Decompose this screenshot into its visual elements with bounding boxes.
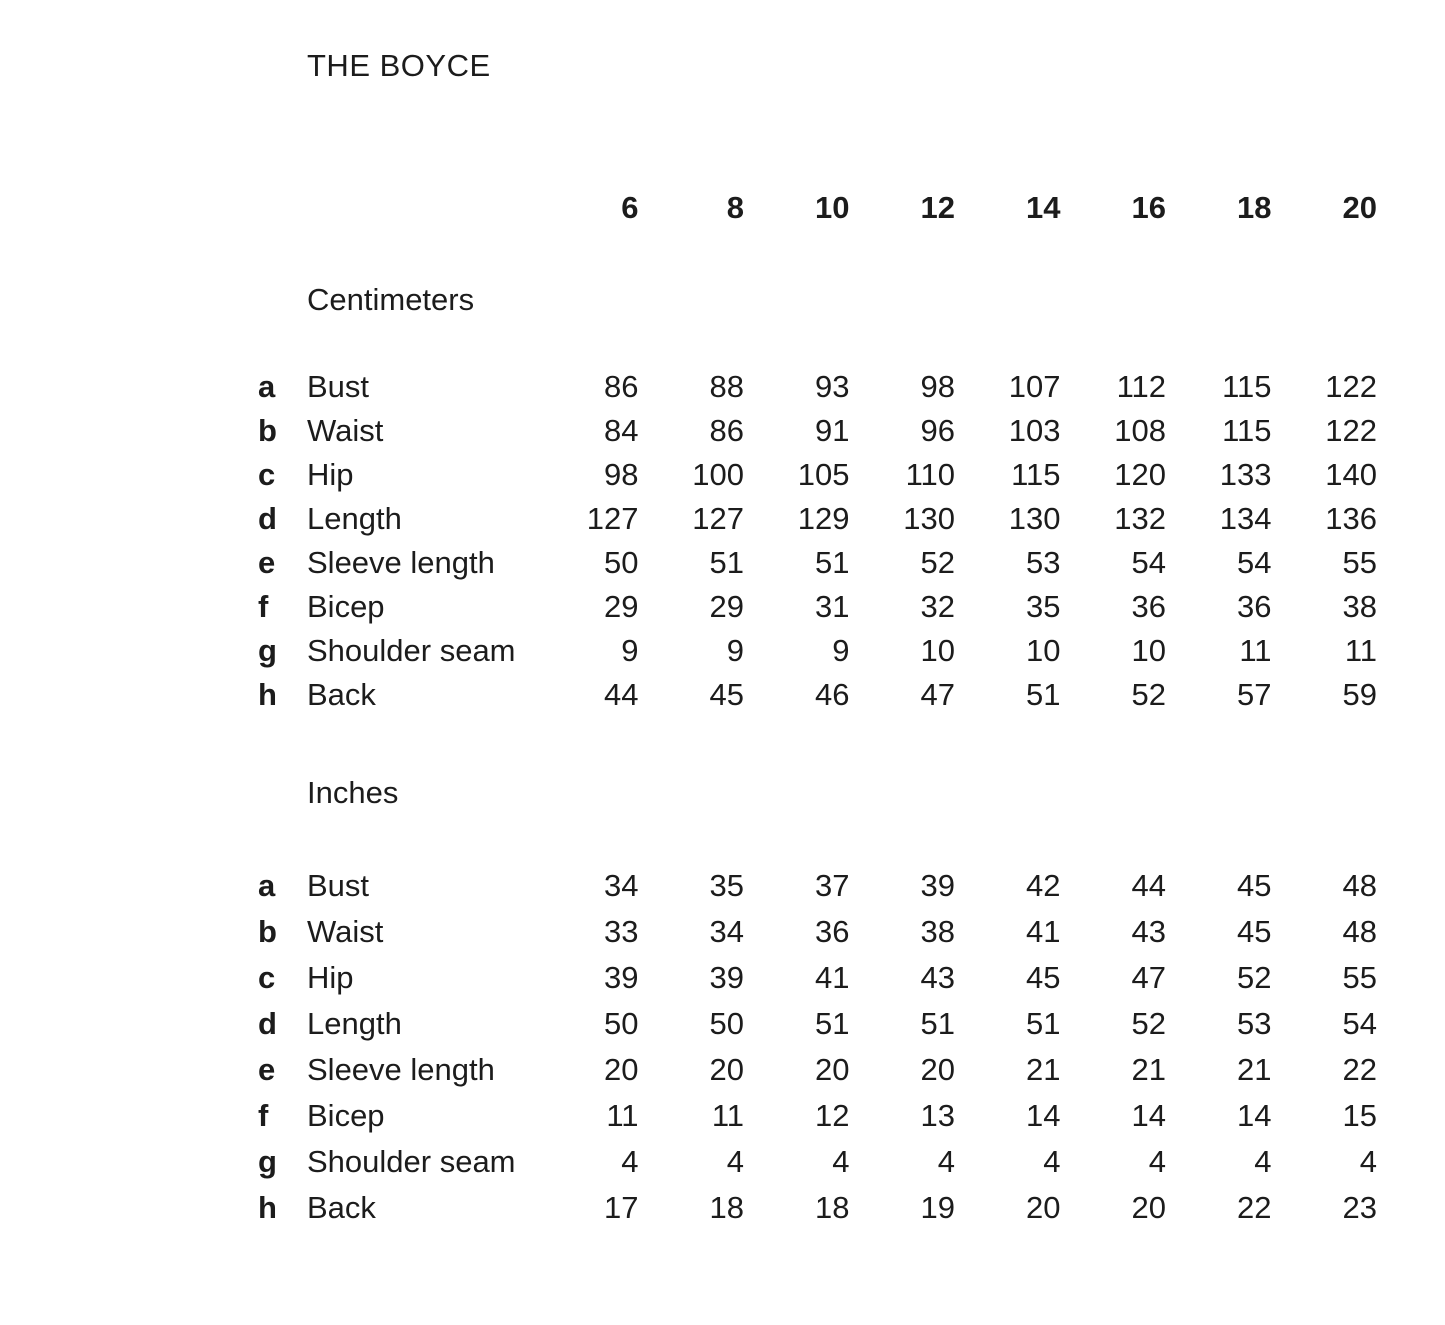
table-row	[258, 365, 1377, 409]
cell-value: 41	[1026, 914, 1061, 949]
letter-column-spacer	[258, 278, 307, 322]
cell-value: 91	[815, 413, 850, 448]
cell-value: 13	[920, 1098, 955, 1133]
cell-value: 12	[815, 1098, 850, 1133]
cell-value: 105	[797, 457, 850, 492]
cell-value: 51	[1026, 677, 1061, 712]
cell-value: 36	[1131, 589, 1166, 624]
cell-value: 36	[1237, 589, 1272, 624]
cell-value: 52	[1131, 677, 1166, 712]
cell-value: 50	[604, 545, 639, 580]
cell-value: 35	[709, 868, 744, 903]
cell-value: 48	[1342, 914, 1377, 949]
table-row	[258, 541, 1377, 585]
cell-value: 132	[1114, 501, 1166, 536]
spacer-cell	[258, 815, 1377, 863]
cell-value: 29	[709, 589, 744, 624]
cell-value: 4	[1043, 1144, 1061, 1179]
cell-value: 19	[920, 1190, 955, 1225]
row-label: Bust	[307, 369, 370, 404]
cell-value: 22	[1342, 1052, 1377, 1087]
cell-value: 4	[832, 1144, 850, 1179]
cell-value: 127	[692, 501, 744, 536]
cell-value: 51	[920, 1006, 955, 1041]
cell-value: 4	[1254, 1144, 1272, 1179]
cell-value: 55	[1342, 545, 1377, 580]
cell-value: 20	[815, 1052, 850, 1087]
table-row	[258, 1139, 1377, 1185]
cell-value: 20	[1026, 1190, 1061, 1225]
row-label: Shoulder seam	[307, 1144, 516, 1179]
cell-value: 48	[1342, 868, 1377, 903]
row-label: Bicep	[307, 1098, 385, 1133]
cell-value: 17	[604, 1190, 639, 1225]
cell-value: 115	[1222, 369, 1272, 404]
cell-value: 84	[604, 413, 639, 448]
cell-value: 43	[1131, 914, 1166, 949]
row-label: Back	[307, 677, 376, 712]
row-letter: f	[258, 1098, 269, 1133]
cell-value: 20	[1131, 1190, 1166, 1225]
cell-value: 54	[1237, 545, 1272, 580]
cell-value: 41	[815, 960, 850, 995]
cell-value: 50	[709, 1006, 744, 1041]
size-column-header: 20	[1342, 190, 1377, 225]
cell-value: 4	[1148, 1144, 1166, 1179]
table-row	[258, 585, 1377, 629]
row-letter: g	[258, 1144, 277, 1179]
cell-value: 59	[1342, 677, 1377, 712]
cell-value: 136	[1325, 501, 1377, 536]
label-column-spacer	[307, 186, 533, 230]
row-label: Back	[307, 1190, 376, 1225]
cell-value: 127	[586, 501, 639, 536]
table-row	[258, 1185, 1377, 1231]
cell-value: 129	[797, 501, 850, 536]
row-letter: d	[258, 501, 277, 536]
table-row	[258, 955, 1377, 1001]
spacer-row	[258, 230, 1377, 278]
size-chart-table	[258, 186, 1377, 1231]
size-column-header: 6	[621, 190, 639, 225]
section-heading-row	[258, 771, 1377, 815]
row-label: Waist	[307, 413, 384, 448]
cell-value: 11	[606, 1098, 639, 1133]
row-label: Sleeve length	[307, 545, 495, 580]
cell-value: 23	[1342, 1190, 1377, 1225]
cell-value: 14	[1237, 1098, 1272, 1133]
cell-value: 51	[815, 1006, 850, 1041]
cell-value: 21	[1237, 1052, 1272, 1087]
cell-value: 15	[1342, 1098, 1377, 1133]
section-heading-row	[258, 278, 1377, 322]
cell-value: 4	[621, 1144, 639, 1179]
spacer-row	[258, 815, 1377, 863]
cell-value: 122	[1325, 369, 1377, 404]
table-row	[258, 1093, 1377, 1139]
table-row	[258, 453, 1377, 497]
cell-value: 20	[920, 1052, 955, 1087]
page-title: THE BOYCE	[307, 48, 491, 83]
cell-value: 39	[920, 868, 955, 903]
size-column-header: 8	[726, 190, 744, 225]
cell-value: 37	[815, 868, 850, 903]
spacer-row	[258, 717, 1377, 771]
cell-value: 115	[1011, 457, 1061, 492]
cell-value: 100	[692, 457, 744, 492]
cell-value: 34	[709, 914, 744, 949]
cell-value: 14	[1131, 1098, 1166, 1133]
cell-value: 9	[621, 633, 639, 668]
section-heading: Inches	[307, 775, 399, 810]
table-row	[258, 497, 1377, 541]
row-label: Shoulder seam	[307, 633, 516, 668]
cell-value: 47	[920, 677, 955, 712]
cell-value: 36	[815, 914, 850, 949]
cell-value: 42	[1026, 868, 1061, 903]
cell-value: 53	[1026, 545, 1061, 580]
table-row	[258, 409, 1377, 453]
row-letter: g	[258, 633, 277, 668]
row-label: Length	[307, 501, 402, 536]
cell-value: 103	[1008, 413, 1061, 448]
cell-value: 98	[604, 457, 639, 492]
cell-value: 10	[920, 633, 955, 668]
row-letter: e	[258, 1052, 276, 1087]
cell-value: 38	[920, 914, 955, 949]
letter-column-spacer	[258, 186, 307, 230]
cell-value: 122	[1325, 413, 1377, 448]
cell-value: 35	[1026, 589, 1061, 624]
cell-value: 21	[1026, 1052, 1061, 1087]
cell-value: 31	[815, 589, 850, 624]
cell-value: 39	[604, 960, 639, 995]
size-column-header: 14	[1026, 190, 1061, 225]
cell-value: 11	[711, 1098, 744, 1133]
letter-column-spacer	[258, 771, 307, 815]
table-row	[258, 1001, 1377, 1047]
row-label: Hip	[307, 960, 354, 995]
cell-value: 4	[1359, 1144, 1377, 1179]
cell-value: 51	[709, 545, 744, 580]
cell-value: 45	[1026, 960, 1061, 995]
spacer-row	[258, 322, 1377, 365]
cell-value: 45	[1237, 868, 1272, 903]
section-heading: Centimeters	[307, 282, 475, 317]
cell-value: 86	[604, 369, 639, 404]
row-label: Sleeve length	[307, 1052, 495, 1087]
cell-value: 86	[709, 413, 744, 448]
row-label: Length	[307, 1006, 402, 1041]
cell-value: 115	[1222, 413, 1272, 448]
cell-value: 50	[604, 1006, 639, 1041]
size-column-header: 18	[1237, 190, 1272, 225]
cell-value: 39	[709, 960, 744, 995]
row-letter: c	[258, 457, 276, 492]
cell-value: 45	[1237, 914, 1272, 949]
cell-value: 52	[920, 545, 955, 580]
row-letter: h	[258, 677, 277, 712]
cell-value: 47	[1131, 960, 1166, 995]
cell-value: 43	[920, 960, 955, 995]
cell-value: 44	[604, 677, 639, 712]
cell-value: 52	[1237, 960, 1272, 995]
table-row	[258, 909, 1377, 955]
cell-value: 133	[1219, 457, 1272, 492]
cell-value: 22	[1237, 1190, 1272, 1225]
cell-value: 108	[1114, 413, 1166, 448]
cell-value: 20	[604, 1052, 639, 1087]
cell-value: 112	[1116, 369, 1166, 404]
row-letter: h	[258, 1190, 277, 1225]
cell-value: 4	[937, 1144, 955, 1179]
cell-value: 32	[920, 589, 955, 624]
row-letter: a	[258, 868, 276, 903]
cell-value: 134	[1219, 501, 1272, 536]
size-column-header: 12	[920, 190, 955, 225]
cell-value: 38	[1342, 589, 1377, 624]
cell-value: 110	[905, 457, 955, 492]
cell-value: 55	[1342, 960, 1377, 995]
cell-value: 120	[1114, 457, 1166, 492]
row-letter: c	[258, 960, 276, 995]
cell-value: 46	[815, 677, 850, 712]
row-letter: f	[258, 589, 269, 624]
cell-value: 10	[1026, 633, 1061, 668]
table-row	[258, 629, 1377, 673]
cell-value: 57	[1237, 677, 1272, 712]
cell-value: 51	[1026, 1006, 1061, 1041]
table-row	[258, 863, 1377, 909]
spacer-cell	[258, 230, 1377, 278]
row-label: Bicep	[307, 589, 385, 624]
cell-value: 4	[726, 1144, 744, 1179]
cell-value: 18	[815, 1190, 850, 1225]
cell-value: 21	[1131, 1052, 1166, 1087]
cell-value: 51	[815, 545, 850, 580]
cell-value: 140	[1325, 457, 1377, 492]
row-letter: a	[258, 369, 276, 404]
row-letter: e	[258, 545, 276, 580]
cell-value: 93	[815, 369, 850, 404]
cell-value: 10	[1131, 633, 1166, 668]
cell-value: 130	[903, 501, 955, 536]
cell-value: 29	[604, 589, 639, 624]
row-label: Hip	[307, 457, 354, 492]
cell-value: 54	[1131, 545, 1166, 580]
cell-value: 130	[1008, 501, 1061, 536]
cell-value: 53	[1237, 1006, 1272, 1041]
cell-value: 34	[604, 868, 639, 903]
cell-value: 20	[709, 1052, 744, 1087]
cell-value: 52	[1131, 1006, 1166, 1041]
cell-value: 11	[1239, 633, 1272, 668]
table-row	[258, 673, 1377, 717]
cell-value: 54	[1342, 1006, 1377, 1041]
size-header-row	[258, 186, 1377, 230]
table-row	[258, 1047, 1377, 1093]
cell-value: 33	[604, 914, 639, 949]
row-label: Bust	[307, 868, 370, 903]
cell-value: 96	[920, 413, 955, 448]
cell-value: 44	[1131, 868, 1166, 903]
row-letter: d	[258, 1006, 277, 1041]
cell-value: 88	[709, 369, 744, 404]
cell-value: 14	[1026, 1098, 1061, 1133]
size-column-header: 10	[815, 190, 850, 225]
cell-value: 98	[920, 369, 955, 404]
cell-value: 9	[832, 633, 850, 668]
row-letter: b	[258, 413, 277, 448]
row-label: Waist	[307, 914, 384, 949]
cell-value: 9	[726, 633, 744, 668]
cell-value: 107	[1008, 369, 1061, 404]
size-column-header: 16	[1131, 190, 1166, 225]
row-letter: b	[258, 914, 277, 949]
cell-value: 45	[709, 677, 744, 712]
spacer-cell	[258, 322, 1377, 365]
cell-value: 18	[709, 1190, 744, 1225]
spacer-cell	[258, 717, 1377, 771]
cell-value: 11	[1344, 633, 1377, 668]
